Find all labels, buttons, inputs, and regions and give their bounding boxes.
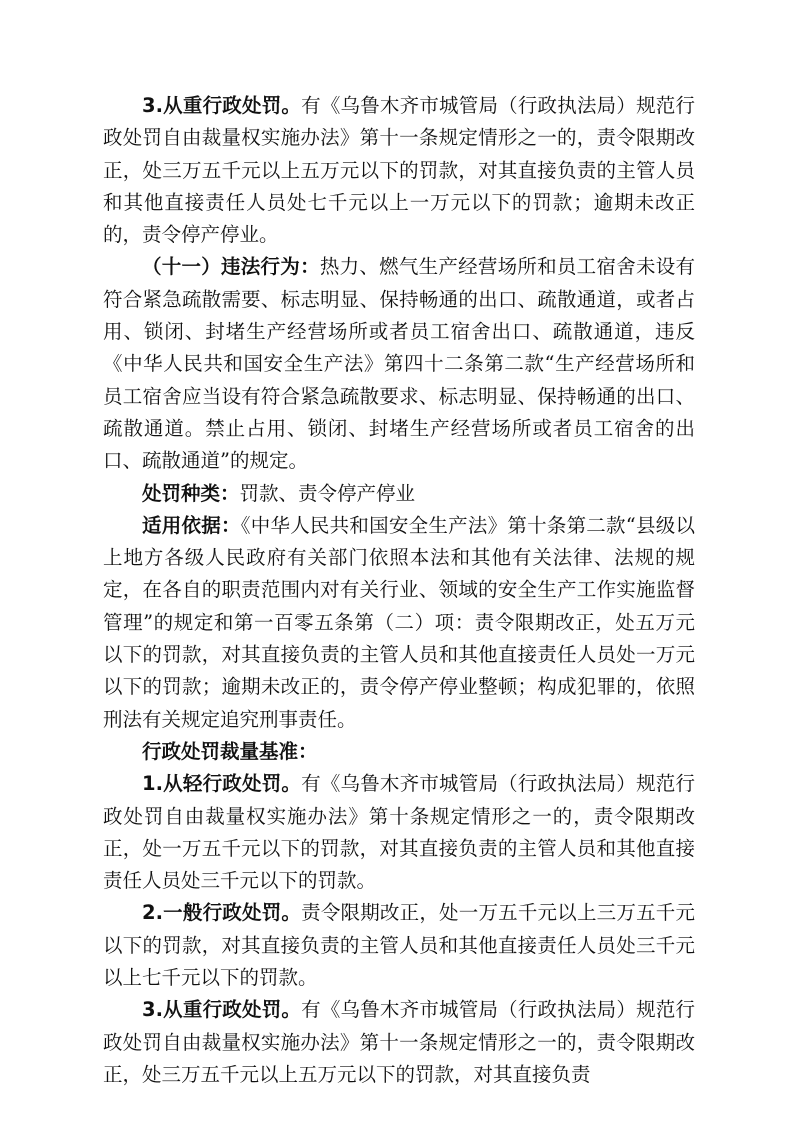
paragraph-heading: 3.从重行政处罚。 [142,94,302,117]
paragraph-heading: 2.一般行政处罚。 [142,901,302,925]
paragraph [103,478,695,510]
paragraph [103,897,695,994]
paragraph-heading: 1.从轻行政处罚。 [142,772,302,796]
paragraph-text: 罚款、责令停产停业 [239,481,416,505]
paragraph-heading: 适用依据： [142,513,241,537]
paragraph [103,90,695,251]
paragraph [103,510,695,736]
paragraph-text: 热力、燃气生产经营场所和员工宿舍未设有符合紧急疏散需要、标志明显、保持畅通的出口、疏散通道，或者占用、锁闭、封堵生产经营场所或者员工宿舍出口、疏散通道，违反《中华人民共和国安全生产法》第四十二条第二款“生产经营场所和员工宿舍应当设有符合紧急疏散要求、标志明显、保持畅通的出口、疏散通道。禁止占用、锁闭、封堵生产经营场所或者员工宿舍的出口、疏散通道”的规定。 [103,255,695,473]
paragraph [103,736,695,768]
paragraph [103,768,695,897]
paragraph [103,994,695,1091]
paragraph [103,251,695,477]
paragraph-text: 责令限期改正，处一万五千元以上三万五千元以下的罚款，对其直接负责的主管人员和其他直接责任人员处三千元以上七千元以下的罚款。 [103,901,695,990]
paragraph-heading: 处罚种类： [142,481,240,505]
paragraph-heading: 3.从重行政处罚。 [142,998,302,1022]
paragraph-text: 《中华人民共和国安全生产法》第十条第二款“县级以上地方各级人民政府有关部门依照本法和其他有关法律、法规的规定，在各自的职责范围内对有关行业、领域的安全生产工作实施监督管理”的规定和第一百零五条第（二）项：责令限期改正，处五万元以下的罚款，对其直接负责的主管人员和其他直接责任人员处一万元以下的罚款；逾期未改正的，责令停产停业整顿；构成犯罪的，依照刑法有关规定追究刑事责任。 [103,513,695,731]
paragraph-text: 有《乌鲁木齐市城管局（行政执法局）规范行政处罚自由裁量权实施办法》第十一条规定情形之一的，责令限期改正，处三万五千元以上五万元以下的罚款，对其直接负责 [103,998,695,1086]
paragraph-text: 有《乌鲁木齐市城管局（行政执法局）规范行政处罚自由裁量权实施办法》第十条规定情形之一的，责令限期改正，处一万五千元以下的罚款，对其直接负责的主管人员和其他直接责任人员处三千元以下的罚款。 [103,772,695,893]
paragraph-heading: （十一）违法行为： [142,255,320,279]
paragraph-heading: 行政处罚裁量基准： [142,739,318,763]
paragraph-text: 有《乌鲁木齐市城管局（行政执法局）规范行政处罚自由裁量权实施办法》第十一条规定情形之一的，责令限期改正，处三万五千元以上五万元以下的罚款，对其直接负责的主管人员和其他直接责任人员处七千元以上一万元以下的罚款；逾期未改正的，责令停产停业。 [103,94,695,247]
document-body [103,90,695,1091]
